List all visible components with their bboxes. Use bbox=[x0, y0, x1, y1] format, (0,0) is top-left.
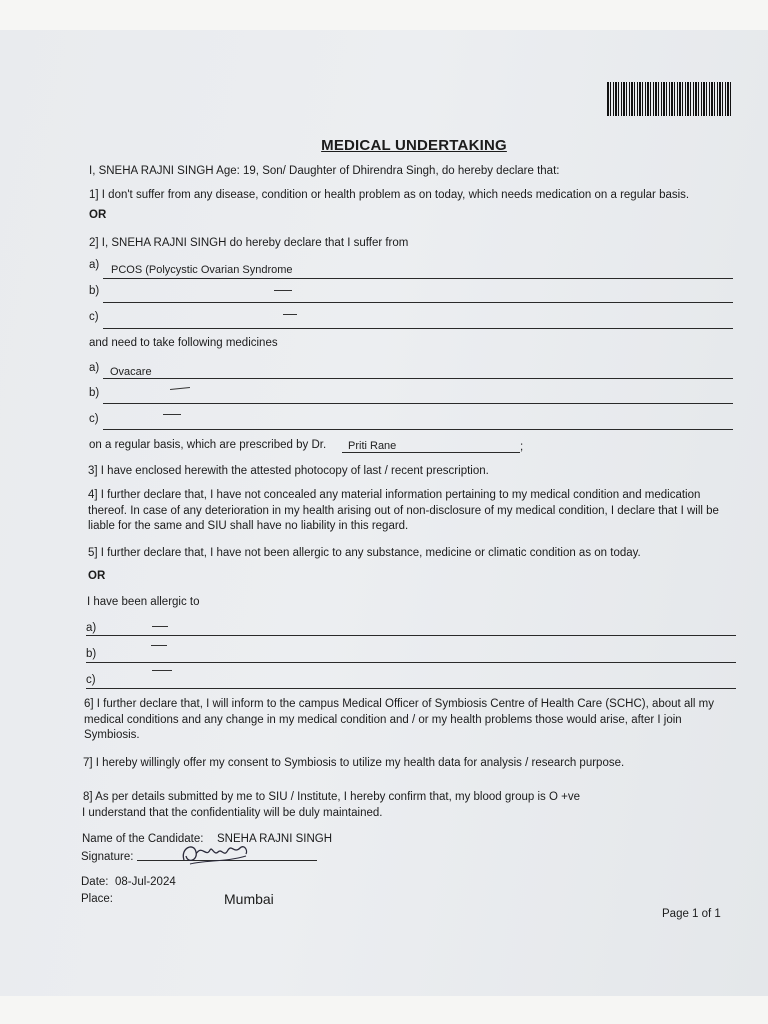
condition-a-value: PCOS (Polycystic Ovarian Syndrome bbox=[111, 264, 293, 276]
medicine-a-value: Ovacare bbox=[110, 366, 152, 378]
condition-c-line bbox=[103, 328, 733, 329]
condition-c-label: c) bbox=[89, 311, 99, 323]
date-label: Date: bbox=[81, 876, 109, 888]
doctor-end: ; bbox=[520, 441, 524, 453]
background-top bbox=[0, 0, 768, 30]
clause-3: 3] I have enclosed herewith the attested photocopy of last / recent prescription. bbox=[88, 465, 489, 477]
medicines-intro: and need to take following medicines bbox=[89, 337, 278, 349]
candidate-name: SNEHA RAJNI SINGH bbox=[217, 833, 333, 845]
allergy-a-dash bbox=[152, 626, 168, 627]
condition-b-dash bbox=[274, 290, 292, 291]
or-label-1: OR bbox=[89, 209, 107, 221]
allergy-a-line bbox=[86, 635, 736, 636]
allergy-b-label: b) bbox=[86, 648, 97, 660]
clause-8: 8] As per details submitted by me to SIU / Institute, I hereby confirm that, my blood group is O +ve bbox=[83, 791, 580, 803]
candidate-label: Name of the Candidate: bbox=[82, 833, 204, 845]
clause-5: 5] I further declare that, I have not been allergic to any substance, medicine or climatic condition as on today. bbox=[88, 547, 641, 559]
condition-b-label: b) bbox=[89, 285, 100, 297]
condition-a-line bbox=[103, 278, 733, 279]
background-bottom bbox=[0, 996, 768, 1024]
allergy-c-label: c) bbox=[86, 674, 96, 686]
condition-a-label: a) bbox=[89, 259, 100, 271]
medicine-c-dash bbox=[163, 414, 181, 415]
doctor-line bbox=[342, 452, 520, 453]
date-value: 08-Jul-2024 bbox=[115, 876, 176, 888]
allergic-intro: I have been allergic to bbox=[87, 596, 200, 608]
place-label: Place: bbox=[81, 893, 113, 905]
medicine-b-label: b) bbox=[89, 387, 100, 399]
medicine-c-label: c) bbox=[89, 413, 99, 425]
allergy-b-line bbox=[86, 662, 736, 663]
signature-image bbox=[176, 838, 256, 873]
clause-8b: I understand that the confidentiality will be duly maintained. bbox=[82, 807, 383, 819]
prescribed-text: on a regular basis, which are prescribed by Dr. bbox=[89, 439, 327, 451]
page-info: Page 1 of 1 bbox=[662, 908, 721, 920]
signature-label: Signature: bbox=[81, 851, 134, 863]
clause-6: 6] I further declare that, I will inform to the campus Medical Officer of Symbiosis Centre of Health Care (SCHC), about all my medical conditions and any change in my medical condition and / or my health problems those would arise, after I join Symbiosis. bbox=[84, 698, 714, 741]
medicine-b-line bbox=[103, 403, 733, 404]
clause-7: 7] I hereby willingly offer my consent to Symbiosis to utilize my health data for analysis / research purpose. bbox=[83, 757, 625, 769]
medicine-a-label: a) bbox=[89, 362, 100, 374]
condition-c-dash bbox=[283, 314, 297, 315]
allergy-c-line bbox=[86, 688, 736, 689]
medicine-a-line bbox=[103, 378, 733, 379]
allergy-c-dash bbox=[152, 670, 172, 671]
allergy-b-dash bbox=[151, 645, 167, 646]
allergy-a-label: a) bbox=[86, 622, 97, 634]
medicine-c-line bbox=[103, 429, 733, 430]
condition-b-line bbox=[103, 302, 733, 303]
clause-2: 2] I, SNEHA RAJNI SINGH do hereby declare that I suffer from bbox=[89, 237, 409, 249]
or-label-2: OR bbox=[88, 570, 106, 582]
intro-line: I, SNEHA RAJNI SINGH Age: 19, Son/ Daughter of Dhirendra Singh, do hereby declare that: bbox=[89, 165, 560, 177]
clause-1: 1] I don't suffer from any disease, condition or health problem as on today, which needs medication on a regular basis. bbox=[89, 189, 690, 201]
doctor-name: Priti Rane bbox=[348, 440, 397, 452]
clause-4: 4] I further declare that, I have not concealed any material information pertaining to my medical condition and medication thereof. In case of any deterioration in my health arising out of non-disclosure of my medical condition, I declare that I will be liable for the same and SIU shall have no liability in this regard. bbox=[88, 489, 719, 532]
barcode bbox=[607, 82, 731, 116]
document-title: MEDICAL UNDERTAKING bbox=[321, 137, 507, 154]
place-value: Mumbai bbox=[224, 891, 274, 907]
